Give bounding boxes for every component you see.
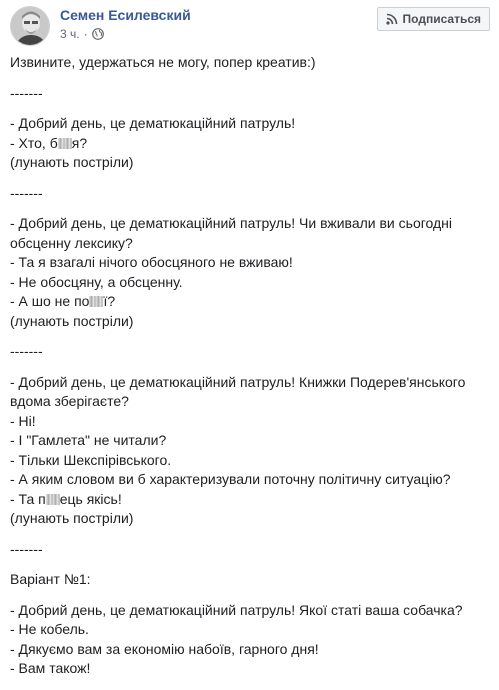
text-line [10, 490, 490, 510]
text-line: - А яким словом ви б характеризували поточну політичну ситуацію? [10, 471, 451, 487]
rss-icon [386, 13, 398, 25]
text-line: (лунають постріли) [10, 312, 134, 329]
text-line: - Не кобель. [10, 621, 89, 637]
text-line: вдома зберігаєте? [10, 393, 129, 409]
censored-blur [89, 296, 103, 307]
post-time[interactable]: 3 ч. [60, 27, 80, 41]
post-meta [60, 27, 104, 41]
dialogue-4 [10, 601, 490, 679]
text-fragment: я? [71, 134, 88, 151]
text-line: - Добрий день, це дематюкаційний патруль! [10, 115, 296, 131]
text-line: (лунають постріли) [10, 154, 134, 170]
subscribe-button[interactable] [377, 7, 490, 31]
text-line: Варіант №1: [10, 571, 91, 587]
author-name[interactable]: Семен Есилевский [60, 7, 191, 23]
separator [10, 342, 490, 362]
text-line [10, 134, 490, 154]
separator [10, 540, 490, 560]
separator-line: ------- [10, 184, 43, 201]
meta-separator: · [83, 27, 88, 41]
text-line: - Та я взагалі нічого обосцяного не вживаю! [10, 254, 293, 270]
text-fragment: ї? [103, 293, 116, 309]
text-line: обсценну лексику? [10, 234, 133, 251]
post-header [10, 6, 490, 46]
dialogue-1 [10, 114, 490, 173]
text-line: - І "Гамлета" не читали? [10, 432, 167, 448]
text-line: - Добрий день, це дематюкаційний патруль! Якої статі ваша собачка? [10, 601, 463, 618]
dialogue-3 [10, 373, 490, 529]
text-line: (лунають постріли) [10, 510, 134, 526]
text-line: - Ні! [10, 412, 36, 429]
post-body [10, 53, 490, 690]
censored-blur [46, 494, 60, 505]
separator [10, 84, 490, 104]
text-fragment: - Хто, б [10, 134, 58, 151]
globe-icon [92, 28, 104, 40]
separator-line: ------- [10, 343, 43, 359]
intro-paragraph [10, 53, 490, 73]
text-line: - Вам також! [10, 660, 91, 676]
text-line: - Добрий день, це дематюкаційний патруль! Книжки Подерев'янського [10, 373, 466, 390]
dialogue-2 [10, 214, 490, 331]
separator-line: ------- [10, 84, 43, 101]
text-line: Извините, удержаться не могу, попер креатив:) [10, 54, 316, 70]
text-line: - Не обосцяну, а обсценну. [10, 273, 183, 290]
text-line: - Тільки Шекспірівського. [10, 451, 172, 468]
avatar[interactable] [10, 6, 50, 46]
text-line: - Добрий день, це дематюкаційний патруль! Чи вживали ви сьогодні [10, 215, 453, 231]
variant-heading [10, 570, 490, 590]
text-fragment: ець якісь! [59, 490, 122, 507]
separator-line: ------- [10, 540, 43, 557]
subscribe-label: Подписаться [402, 12, 481, 26]
text-line: - Дякуємо вам за економію набоїв, гарного дня! [10, 640, 319, 657]
avatar-photo [11, 7, 50, 46]
censored-blur [58, 138, 72, 149]
separator [10, 184, 490, 204]
text-line [10, 292, 490, 312]
text-fragment: - А шо не по [10, 293, 90, 309]
text-fragment: - Та п [10, 490, 46, 507]
